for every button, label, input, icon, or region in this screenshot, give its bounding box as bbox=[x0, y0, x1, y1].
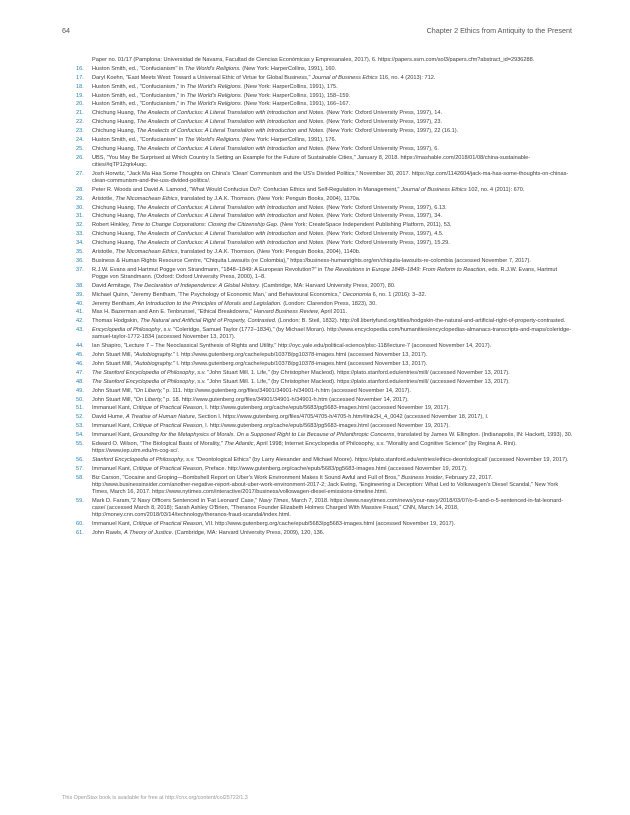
endnote-text: Jeremy Bentham, bbox=[92, 300, 138, 307]
endnote bbox=[78, 352, 573, 359]
endnote-text: Biz Carson, "Cocaine and Groping—Bombshell Report on Uber's Work Environment Makes It Sound Awful and Full of Bros," bbox=[92, 474, 402, 481]
endnote-text-tail: , translated by J.A.K. Thomson. (New York: Penguin Books, 2004), 1170a. bbox=[177, 195, 361, 202]
endnote-text-tail: , s.v. "John Stuart Mill. 1. Life," (by Christopher Macleod). https://plato.stanford.edu/entries/mill/ (accessed November 13, 2017). bbox=[194, 369, 510, 376]
endnote-text-tail: , s.v. "Coleridge, Samuel Taylor (1772–1834)," (by Michael Moran). http://www.encyclopedia.com/humanities/encyclopedias-almanacs-transcripts-and-maps/coleridge-samuel-taylor-1772-1834 (accessed November 13, 2017). bbox=[92, 327, 572, 341]
endnote-text: David Armitage, bbox=[92, 282, 134, 289]
endnote-number: 59. bbox=[76, 497, 84, 504]
endnote bbox=[78, 101, 573, 108]
endnote-text: UBS, "You May Be Surprised at Which Country Is Setting an Example for the Future of Sustainable Cities," January 8, 2018. https://mashable.com/2018/01/08/china-sustainable-cities/#qTP12qrk4uqc. bbox=[92, 154, 531, 168]
endnote-text: Ian Shapiro, "Lecture 7 – The Neoclassical Synthesis of Rights and Utility." http://oyc.yale.edu/political-science/plsc-118/lecture-7 (accessed November 14, 2017). bbox=[92, 343, 492, 350]
endnote bbox=[78, 327, 573, 341]
endnote-text: R.J.W. Evans and Hartmut Pogge von Strandmann, "1848–1849: A European Revolution?" in bbox=[92, 266, 324, 273]
endnote bbox=[78, 397, 573, 404]
endnote-title: The World's Religions. bbox=[186, 92, 243, 99]
endnote-text-tail: p. 18. http://www.gutenberg.org/files/34901/34901-h/34901-h.htm (accessed November 14, 2017). bbox=[164, 396, 409, 403]
page-number: 64 bbox=[62, 26, 70, 35]
endnote-text: Max H. Bazerman and Ann E. Tenbrunsel, "Ethical Breakdowns," bbox=[92, 309, 254, 316]
endnote-text-tail: , April 1998; Internet Encyclopedia of Philosophy, s.v. "Morality and Cognitive Science" (by Regina A. Rini). https://www.iep.utm.edu/m-cog-sc/. bbox=[92, 441, 517, 455]
endnote bbox=[78, 457, 573, 464]
endnote-title: "On Liberty," bbox=[133, 387, 165, 394]
endnote-number: 18. bbox=[76, 83, 84, 90]
endnote-number: 25. bbox=[76, 145, 84, 152]
endnote-text: Business & Human Rights Resource Centre, "Chiquita Lawsuits (re Colombia)," https://business-humanrights.org/en/chiquita-lawsuits-re-colombia (accessed November 7, 2017). bbox=[92, 257, 531, 264]
endnote-title: Stanford Encyclopedia of Philosophy bbox=[92, 456, 184, 463]
endnote-title: The Nicomachean Ethics bbox=[115, 249, 178, 255]
endnote-text-tail: , translated by J.A.K. Thomson. (New York: Penguin Books, 2004), 1140b. bbox=[177, 249, 361, 255]
endnote-text: Edward O. Wilson, "The Biological Basis of Morality," bbox=[92, 441, 225, 447]
endnote-text: Immanuel Kant, bbox=[92, 520, 133, 527]
endnote-number: 26. bbox=[76, 154, 84, 161]
endnote-title: "Autobiography." bbox=[133, 360, 175, 367]
endnote-title: Journal of Business Ethics bbox=[312, 74, 378, 81]
endnote-title: A Theory of Justice bbox=[124, 529, 172, 536]
endnote-number: 48. bbox=[76, 378, 84, 385]
endnote-title: Critique of Practical Reason bbox=[132, 405, 203, 412]
endnote-number: 24. bbox=[76, 137, 84, 144]
endnote bbox=[78, 66, 573, 73]
endnote-title: An Introduction to the Principles of Morals and Legislation. bbox=[137, 300, 282, 307]
endnote bbox=[78, 370, 573, 377]
endnote bbox=[78, 137, 573, 144]
endnote-text-tail: (New York: Oxford University Press, 1997), 6. bbox=[324, 145, 439, 152]
endnote-text-tail: , VII. http://www.gutenberg.org/cache/epub/5683/pg5683-images.html (accessed November 19, 2017). bbox=[202, 520, 456, 527]
endnote-text-tail: (New York: Oxford University Press, 1997), 23. bbox=[324, 119, 442, 126]
endnote bbox=[78, 205, 573, 212]
endnote bbox=[78, 146, 573, 153]
endnote-title: "Autobiography." bbox=[133, 352, 175, 359]
endnote bbox=[78, 521, 573, 528]
endnote-text-tail: , eds. R.J.W. Evans, Hartmut Pogge von Strandmann. (Oxford: Oxford University Press, 2000), 1–8. bbox=[92, 266, 558, 280]
endnote bbox=[78, 283, 573, 290]
endnote-text: Chichung Huang, bbox=[92, 128, 137, 135]
endnote-number: 53. bbox=[76, 423, 84, 430]
endnote-number: 43. bbox=[76, 327, 84, 334]
endnote bbox=[78, 213, 573, 220]
endnote-text: Chichung Huang, bbox=[92, 204, 137, 211]
endnote-title: The World's Religions. bbox=[184, 137, 241, 144]
endnote-text-tail: , s.v. "John Stuart Mill. 1. Life," (by Christopher Macleod). https://plato.stanford.edu/entries/mill/ (accessed November 13, 2017). bbox=[194, 378, 510, 385]
endnote-title: Business Insider bbox=[401, 474, 443, 481]
endnote-number: 34. bbox=[76, 240, 84, 247]
endnote-text: Chichung Huang, bbox=[92, 213, 137, 220]
endnote-number: 30. bbox=[76, 204, 84, 211]
endnote-text-tail: p. 111. http://www.gutenberg.org/files/34901/34901-h/34901-h.htm (accessed November 14, 2017). bbox=[164, 387, 411, 394]
endnote-number: 44. bbox=[76, 343, 84, 350]
endnote-title: The Analects of Confucius: A Literal Translation with Introduction and Notes. bbox=[136, 119, 325, 126]
endnote-title: The Stanford Encyclopedia of Philosophy bbox=[92, 369, 195, 376]
endnote-text-tail: (New York: Oxford University Press, 1997), 4.5. bbox=[324, 231, 444, 238]
endnote bbox=[78, 379, 573, 386]
endnote-title: Grounding for the Metaphysics of Morals. On a Supposed Right to Lie Because of Philanthropic Concerns bbox=[132, 432, 395, 439]
endnote-title: The Declaration of Independence: A Global History. bbox=[133, 282, 261, 289]
endnote-title: Critique of Practical Reason bbox=[132, 520, 203, 527]
endnote-text-tail: , I. http://www.gutenberg.org/cache/epub/5683/pg5683-images.html (accessed November 19, 2017). bbox=[202, 423, 450, 430]
endnote-number: 57. bbox=[76, 465, 84, 472]
page-header bbox=[62, 26, 572, 38]
endnote-number: 20. bbox=[76, 101, 84, 108]
endnote-text-tail: I. http://www.gutenberg.org/cache/epub/10378/pg10378-images.html (accessed November 13, 2017). bbox=[174, 352, 428, 359]
endnote-text: Huston Smith, ed., "Confucianism," in bbox=[92, 101, 187, 108]
endnote bbox=[78, 128, 573, 135]
endnote-text: Peter R. Woods and David A. Lamond, "What Would Confucius Do?: Confucian Ethics and Self-Regulation in Management," bbox=[92, 186, 402, 193]
endnote-text-tail: , March 7, 2018. https://www.navytimes.com/news/your-navy/2018/03/07/o-6-and-o-5-sentenced-in-fat-leonard-case/ (accessed March 8, 2018); Sarah Ashley O'Brien, "Theranos Founder Elizabeth Holmes Charged With Massive Fraud," CNN, March 14, 2018, http://money.cnn.com/2018/03/14/technology/theranos-fraud-scandal/index.html. bbox=[92, 497, 564, 519]
endnote-text: Chichung Huang, bbox=[92, 119, 137, 126]
endnote-number: 51. bbox=[76, 405, 84, 412]
endnote-text-tail: (New York: Oxford University Press, 1997), 22 (16.1). bbox=[324, 128, 459, 135]
endnote bbox=[78, 222, 573, 229]
endnote-title: The Revolutions in Europe 1848–1849: From Reform to Reaction bbox=[323, 266, 486, 273]
endnote-number: 45. bbox=[76, 352, 84, 359]
endnote-text: Josh Horwitz, "Jack Ma Has Some Thoughts on China's 'Clean' Communism and the US's Divided Politics," November 30, 2017. https://qz.com/1142604/jack-ma-has-some-thoughts-on-chinas-clean-communism-and-the-uss-divided-politics/. bbox=[92, 170, 569, 184]
endnote-text: Chichung Huang, bbox=[92, 145, 137, 152]
endnote-text: John Stuart Mill, bbox=[92, 396, 134, 403]
endnote-title: The Stanford Encyclopedia of Philosophy bbox=[92, 378, 195, 385]
endnote-text: Paper no. 01/17 (Pamplona: Universidad de Navarra, Facultad de Ciencias Económicas y Empresanales, 2017), 6. https://papers.ssrn.com/sol3/papers.cfm?abstract_id=2936288. bbox=[92, 57, 535, 63]
endnote-title: Journal of Business Ethics bbox=[401, 186, 467, 193]
endnote-title: The Analects of Confucius: A Literal Translation with Introduction and Notes. bbox=[136, 231, 325, 238]
endnote-text-tail: (New York: HarperCollins, 1991), 158–159. bbox=[242, 92, 351, 99]
endnote-text-tail: , s.v. "Deontological Ethics" (by Larry Alexander and Michael Moore). https://plato.stanford.edu/entries/ethics-deontological/ (accessed November 19, 2017). bbox=[183, 456, 569, 463]
endnote bbox=[78, 388, 573, 395]
endnote-text: Huston Smith, ed., "Confucianism" in bbox=[92, 65, 185, 72]
endnote-text-tail: , translated by James W. Ellington. (Indianapolis, IN: Hackett, 1993), 30. bbox=[394, 432, 573, 439]
endnote-text: John Stuart Mill, bbox=[92, 387, 134, 394]
endnote-text: Thomas Hodgskin, bbox=[92, 318, 141, 325]
endnote-number: 61. bbox=[76, 529, 84, 536]
endnote-number: 55. bbox=[76, 441, 84, 447]
endnote-text: Chichung Huang, bbox=[92, 110, 137, 117]
endnote-text: Chichung Huang, bbox=[92, 231, 137, 238]
endnote-number: 50. bbox=[76, 396, 84, 403]
endnote-title: The Atlantic bbox=[224, 441, 254, 447]
endnote-title: Time to Change Corporations: Closing the Citizenship Gap. bbox=[131, 222, 279, 229]
endnote-number: 22. bbox=[76, 119, 84, 126]
endnote-number: 47. bbox=[76, 369, 84, 376]
endnote-number: 31. bbox=[76, 213, 84, 220]
endnote-number: 17. bbox=[76, 74, 84, 81]
endnote-text-tail: (New York: HarperCollins, 1991), 166–167. bbox=[242, 101, 351, 108]
endnote bbox=[78, 432, 573, 439]
endnote-text-tail: (New York: Oxford University Press, 1997), 15.29. bbox=[324, 240, 450, 247]
endnote-number: 19. bbox=[76, 92, 84, 99]
endnote-title: The Analects of Confucius: A Literal Translation with Introduction and Notes. bbox=[136, 240, 325, 247]
endnote-number: 36. bbox=[76, 257, 84, 264]
endnote-number: 41. bbox=[76, 309, 84, 316]
endnote-number: 56. bbox=[76, 456, 84, 463]
endnote-number: 60. bbox=[76, 520, 84, 527]
endnote-text: Immanuel Kant, bbox=[92, 405, 133, 412]
endnote-title: The Analects of Confucius: A Literal Translation with Introduction and Notes. bbox=[136, 204, 325, 211]
endnote-number: 39. bbox=[76, 291, 84, 298]
endnote bbox=[78, 93, 573, 100]
endnote-text-tail: 116, no. 4 (2013): 712. bbox=[377, 74, 436, 81]
endnote bbox=[78, 361, 573, 368]
endnote-title: Encyclopedia of Philosophy bbox=[92, 327, 161, 334]
endnote-text: Aristotle, bbox=[92, 249, 116, 255]
endnote-number: 16. bbox=[76, 65, 84, 72]
endnote-title: The Natural and Artificial Right of Property, Contrasted. bbox=[140, 318, 277, 325]
endnote-title: The World's Religions. bbox=[186, 83, 243, 90]
endnote-title: Navy Times bbox=[258, 497, 289, 504]
endnote-title: Critique of Practical Reason bbox=[132, 465, 203, 472]
endnote-text: David Hume, bbox=[92, 414, 126, 421]
endnote-text: John Rawls, bbox=[92, 529, 125, 536]
endnote-text-tail: 102, no. 4 (2011): 670. bbox=[466, 186, 525, 193]
endnote-title: Harvard Business Review bbox=[253, 309, 318, 316]
endnote bbox=[78, 171, 573, 185]
endnote-text-tail: 6, no. 1 (2016): 3–32. bbox=[371, 291, 427, 298]
endnote-text-tail: , Preface. http://www.gutenberg.org/cache/epub/5683/pg5683-images.html (accessed November 19, 2017). bbox=[202, 465, 468, 472]
endnote-text-tail: (New York: Oxford University Press, 1997), 34. bbox=[324, 213, 442, 220]
endnote bbox=[78, 240, 573, 247]
endnote-text: Immanuel Kant, bbox=[92, 432, 133, 439]
endnote-number: 58. bbox=[76, 474, 84, 481]
endnote-text: John Stuart Mill, bbox=[92, 352, 134, 359]
endnote-number: 33. bbox=[76, 231, 84, 238]
endnote bbox=[78, 267, 573, 281]
endnote-number: 37. bbox=[76, 266, 84, 273]
endnote-text-tail: (New York: HarperCollins, 1991), 175. bbox=[242, 83, 338, 90]
endnote-text-tail: (New York: HarperCollins, 1991), 176. bbox=[240, 137, 337, 144]
endnote-number: 35. bbox=[76, 249, 84, 255]
endnote-text-tail: (London: B. Steil, 1832). http://oll.libertyfund.org/titles/hodgskin-the-natural-and-artificial-right-of-property-contrasted. bbox=[276, 318, 566, 325]
endnote bbox=[78, 414, 573, 421]
endnote-title: The Analects of Confucius: A Literal Translation with Introduction and Notes. bbox=[136, 110, 325, 117]
endnote-number: 40. bbox=[76, 300, 84, 307]
endnote-title: The World's Religions. bbox=[186, 101, 243, 108]
endnote-number: 46. bbox=[76, 360, 84, 367]
endnote-text: Immanuel Kant, bbox=[92, 465, 133, 472]
endnote bbox=[78, 258, 573, 265]
endnote-text: Mark D. Faram,"2 Navy Officers Sentenced in 'Fat Leonard' Case," bbox=[92, 497, 259, 504]
endnote-text-tail: (New York: Oxford University Press, 1997), 6.13. bbox=[324, 204, 447, 211]
endnote-number: 23. bbox=[76, 128, 84, 135]
endnote bbox=[78, 110, 573, 117]
endnote bbox=[78, 196, 573, 203]
endnote bbox=[78, 318, 573, 325]
endnote-text-tail: (New York: CreateSpace Independent Publishing Platform, 2011), 53. bbox=[278, 222, 452, 229]
endnote bbox=[78, 343, 573, 350]
endnote-title: A Treatise of Human Nature bbox=[125, 414, 195, 421]
endnote bbox=[78, 423, 573, 430]
endnote bbox=[78, 530, 573, 537]
endnote-text-tail: (New York: HarperCollins, 1991), 160. bbox=[240, 65, 337, 72]
endnote-text-tail: . (Cambridge, MA: Harvard University Press, 2009), 120, 136. bbox=[171, 529, 325, 536]
endnote-text: Huston Smith, ed., "Confucianism," in bbox=[92, 92, 187, 99]
endnote-text: Michael Quinn, "Jeremy Bentham, 'The Psychology of Economic Man,' and Behavioural Economics," bbox=[92, 291, 343, 298]
endnote bbox=[78, 249, 573, 256]
endnote-text: Huston Smith, ed., "Confucianism" in bbox=[92, 137, 185, 144]
endnote-text-tail: , I. http://www.gutenberg.org/cache/epub/5683/pg5683-images.html (accessed November 19, 2017). bbox=[202, 405, 450, 412]
endnote-text: Robert Hinkley, bbox=[92, 222, 132, 229]
endnote bbox=[78, 498, 573, 519]
endnote-number: 21. bbox=[76, 110, 84, 117]
endnote bbox=[78, 441, 573, 455]
endnote-title: The Analects of Confucius: A Literal Translation with Introduction and Notes. bbox=[136, 213, 325, 220]
endnote-text-tail: (New York: Oxford University Press, 1997), 14. bbox=[324, 110, 442, 117]
endnote bbox=[78, 75, 573, 82]
endnote-text: John Stuart Mill, bbox=[92, 360, 134, 367]
endnote-number: 27. bbox=[76, 170, 84, 177]
page-footer: This OpenStax book is available for free at http://cnx.org/content/col25722/1.3 bbox=[62, 795, 248, 801]
endnote bbox=[78, 301, 573, 308]
endnote-title: The Nicomachean Ethics bbox=[115, 195, 178, 202]
endnote-text-tail: , February 22, 2017. http://www.businessinsider.com/another-negative-report-about-uber-work-environment-2017-2; Jack Ewing, "Engineering a Deception: What Led to Volkswagen's Diesel Scandal," New York Times, March 16, 2017. https://www.nytimes.com/interactive/2017/business/volkswagen-diesel-emissions-timeline.html. bbox=[92, 474, 559, 495]
endnote-title: The World's Religions. bbox=[184, 65, 241, 72]
endnote-text-tail: I. http://www.gutenberg.org/cache/epub/10378/pg10378-images.html (accessed November 13, 2017). bbox=[174, 360, 428, 367]
endnote-number: 49. bbox=[76, 387, 84, 394]
endnote bbox=[78, 475, 573, 496]
endnote-text-tail: , Section I. https://www.gutenberg.org/files/4705/4705-h/4705-h.htm#link2H_4_0042 (accessed November 18, 2017), I. bbox=[194, 414, 489, 421]
endnote-title: The Analects of Confucius: A Literal Translation with Introduction and Notes. bbox=[136, 128, 325, 135]
endnote bbox=[78, 231, 573, 238]
endnote-text: Huston Smith, ed., "Confucianism," in bbox=[92, 83, 187, 90]
endnote-text-tail: (London: Clarendon Press, 1823), 30. bbox=[281, 300, 377, 307]
endnote-number: 38. bbox=[76, 282, 84, 289]
endnote bbox=[78, 405, 573, 412]
endnote-text: Immanuel Kant, bbox=[92, 423, 133, 430]
endnotes-list bbox=[78, 57, 573, 539]
endnote-number: 42. bbox=[76, 318, 84, 325]
endnote-title: Critique of Practical Reason bbox=[132, 423, 203, 430]
endnote bbox=[78, 119, 573, 126]
endnote-title: The Analects of Confucius: A Literal Translation with Introduction and Notes. bbox=[136, 145, 325, 152]
endnote-title: "On Liberty," bbox=[133, 396, 165, 403]
chapter-title: Chapter 2 Ethics from Antiquity to the Present bbox=[426, 26, 572, 35]
endnote bbox=[78, 309, 573, 316]
endnote-number: 32. bbox=[76, 222, 84, 229]
endnote-text: Daryl Koehn, "East Meets West: Toward a Universal Ethic of Virtue for Global Business," bbox=[92, 74, 313, 81]
endnote-number: 54. bbox=[76, 432, 84, 439]
endnote bbox=[78, 155, 573, 169]
endnote bbox=[78, 292, 573, 299]
endnote bbox=[78, 84, 573, 91]
endnote-number: 28. bbox=[76, 186, 84, 193]
endnote-text: Chichung Huang, bbox=[92, 240, 137, 247]
endnote-text-tail: , April 2011. bbox=[317, 309, 348, 316]
endnote-title: Oeconomia bbox=[342, 291, 372, 298]
endnote bbox=[78, 57, 573, 64]
endnote bbox=[78, 187, 573, 194]
endnote bbox=[78, 466, 573, 473]
endnote-number: 29. bbox=[76, 195, 84, 202]
endnote-number: 52. bbox=[76, 414, 84, 421]
endnote-text: Aristotle, bbox=[92, 195, 116, 202]
endnote-text-tail: (Cambridge, MA: Harvard University Press, 2007), 80. bbox=[260, 282, 396, 289]
